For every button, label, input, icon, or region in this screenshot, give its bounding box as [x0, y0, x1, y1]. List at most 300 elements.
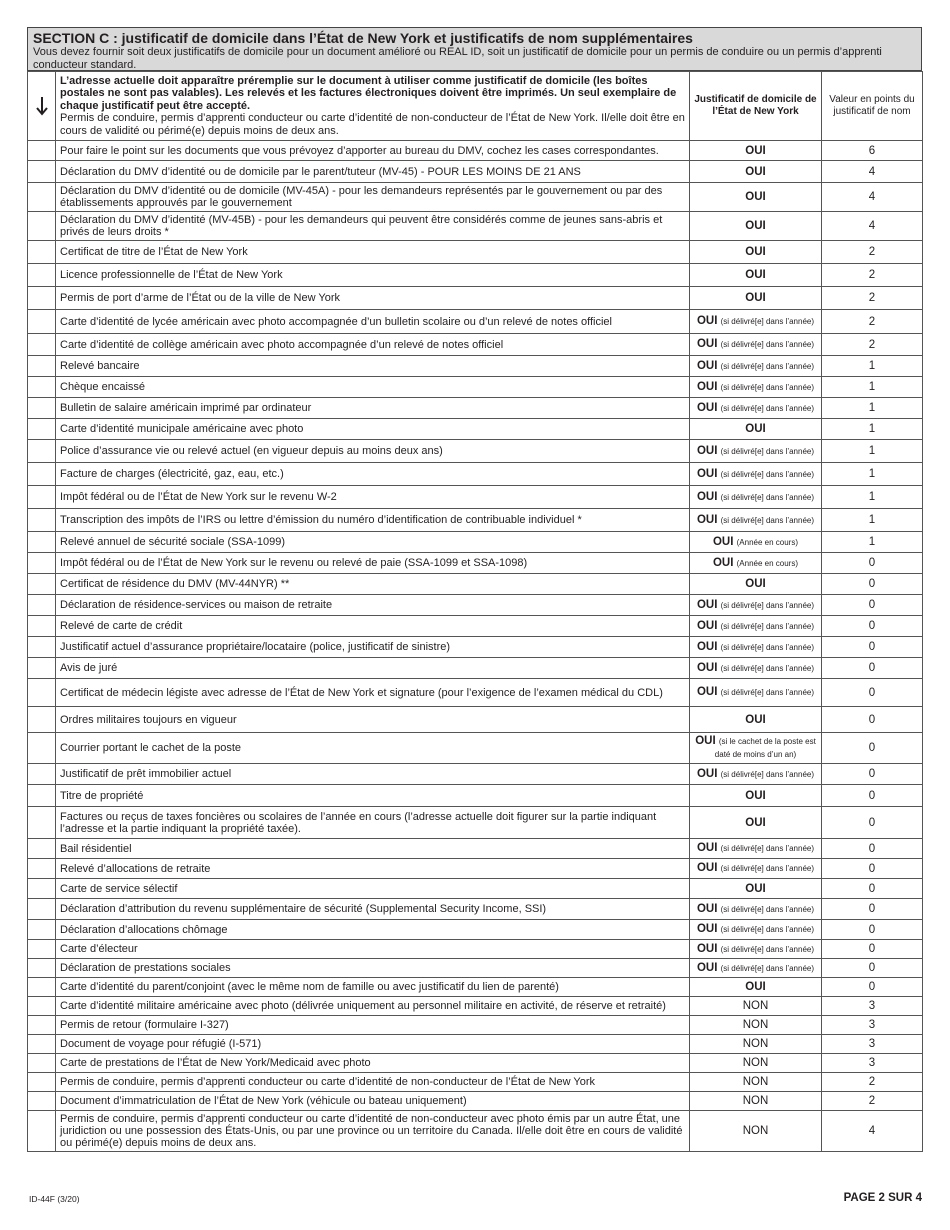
residence-answer: OUI — [745, 578, 766, 590]
checkbox-cell[interactable] — [28, 595, 56, 616]
residence-value — [690, 264, 822, 287]
table-row — [28, 879, 923, 899]
table-row — [28, 509, 923, 532]
checkbox-cell[interactable] — [28, 997, 56, 1016]
points-value: 2 — [822, 1092, 923, 1111]
residence-answer: OUI — [696, 923, 718, 935]
checkbox-cell[interactable] — [28, 807, 56, 839]
table-row — [28, 183, 923, 212]
points-value: 4 — [822, 212, 923, 241]
residence-answer: OUI — [696, 942, 718, 955]
residence-answer: OUI — [745, 789, 766, 802]
residence-note: (si délivré[e] dans l’année) — [720, 469, 815, 479]
residence-value — [690, 839, 822, 859]
residence-value — [690, 183, 822, 212]
checkbox-cell[interactable] — [28, 1016, 56, 1035]
document-name: Document d’immatriculation de l’État de New York (véhicule ou bateau uniquement) — [56, 1092, 690, 1111]
checkbox-cell[interactable] — [28, 356, 56, 377]
document-name: Déclaration du DMV d’identité ou de domicile par le parent/tuteur (MV-45) - POUR LES MOINS DE 21 ANS — [56, 161, 690, 183]
residence-answer: OUI — [696, 513, 718, 526]
instruction-bold: L’adresse actuelle doit apparaître préremplie sur le document à utiliser comme justificatif de domicile (les boîtes postales ne sont pas valables). Les relevés et les factures électroniques doivent être imprimés. Un seul exemplaire de chaque justificatif peut être accepté. — [60, 74, 677, 112]
checkbox-cell[interactable] — [28, 733, 56, 764]
points-value: 1 — [822, 419, 923, 440]
checkbox-cell[interactable] — [28, 616, 56, 637]
table-row — [28, 764, 923, 785]
checkbox-cell[interactable] — [28, 899, 56, 920]
residence-value — [690, 807, 822, 839]
residence-value — [690, 419, 822, 440]
table-row — [28, 658, 923, 679]
residence-note: (si délivré[e] dans l’année) — [720, 382, 815, 392]
points-value: 0 — [822, 879, 923, 899]
checkbox-cell[interactable] — [28, 1035, 56, 1054]
checkbox-cell[interactable] — [28, 920, 56, 940]
points-value: 4 — [822, 183, 923, 212]
residence-answer: OUI — [696, 467, 718, 480]
residence-value — [690, 241, 822, 264]
residence-value — [690, 707, 822, 733]
residence-answer: OUI — [696, 640, 718, 653]
residence-value — [690, 785, 822, 807]
residence-value — [690, 1073, 822, 1092]
section-header — [27, 27, 922, 71]
residence-note: (si délivré[e] dans l’année) — [720, 492, 815, 502]
checkbox-cell[interactable] — [28, 334, 56, 356]
table-row — [28, 997, 923, 1016]
document-name: Certificat de résidence du DMV (MV-44NYR) ** — [56, 574, 690, 595]
residence-answer: OUI — [745, 165, 766, 178]
residence-answer: OUI — [696, 961, 718, 974]
checkbox-cell[interactable] — [28, 310, 56, 334]
table-row — [28, 707, 923, 733]
residence-answer: NON — [742, 1057, 769, 1069]
residence-value — [690, 1054, 822, 1073]
down-arrow-icon — [28, 72, 56, 141]
table-row — [28, 733, 923, 764]
residence-note: (si délivré[e] dans l’année) — [720, 600, 815, 610]
document-name: Déclaration d’attribution du revenu supplémentaire de sécurité (Supplemental Security Income, SSI) — [56, 899, 690, 920]
residence-value — [690, 1092, 822, 1111]
checkbox-cell[interactable] — [28, 1054, 56, 1073]
residence-answer: OUI — [745, 713, 766, 726]
document-name: Permis de retour (formulaire I-327) — [56, 1016, 690, 1035]
table-row — [28, 595, 923, 616]
residence-answer: OUI — [712, 535, 734, 548]
points-value: 6 — [822, 141, 923, 161]
document-name: Chèque encaissé — [56, 377, 690, 398]
document-name: Permis de conduire, permis d’apprenti conducteur ou carte d’identité de non-conducteur de l’État de New York — [56, 1073, 690, 1092]
residence-note: (si délivré[e] dans l’année) — [720, 642, 815, 652]
document-name: Déclaration du DMV d’identité (MV-45B) - pour les demandeurs qui peuvent être considérés comme de jeunes sans-abris et privés de leurs droits * — [56, 212, 690, 241]
document-name: Impôt fédéral ou de l’État de New York sur le revenu ou relevé de paie (SSA-1099 et SSA-1098) — [56, 553, 690, 574]
document-name: Licence professionnelle de l’État de New York — [56, 264, 690, 287]
checkbox-cell[interactable] — [28, 419, 56, 440]
points-value: 4 — [822, 161, 923, 183]
document-name: Titre de propriété — [56, 785, 690, 807]
checkbox-cell[interactable] — [28, 1111, 56, 1152]
table-row — [28, 1016, 923, 1035]
residence-answer: OUI — [695, 735, 716, 747]
residence-answer: OUI — [745, 816, 766, 829]
page-number: PAGE 2 SUR 4 — [843, 1192, 922, 1204]
document-name: Ordres militaires toujours en vigueur — [56, 707, 690, 733]
points-value: 3 — [822, 997, 923, 1016]
residence-note: (si délivré[e] dans l’année) — [720, 515, 815, 525]
residence-note: (si délivré[e] dans l’année) — [720, 446, 815, 456]
residence-note: (si délivré[e] dans l’année) — [720, 340, 815, 349]
residence-answer: NON — [742, 1019, 769, 1031]
document-name: Carte d’identité du parent/conjoint (avec le même nom de famille ou avec justificatif du lien de parenté) — [56, 978, 690, 997]
checkbox-cell[interactable] — [28, 463, 56, 486]
points-value: 0 — [822, 807, 923, 839]
residence-answer: OUI — [745, 292, 766, 304]
points-value: 0 — [822, 707, 923, 733]
checkbox-cell[interactable] — [28, 839, 56, 859]
residence-answer: NON — [742, 1076, 769, 1088]
document-name: Impôt fédéral ou de l’État de New York sur le revenu W-2 — [56, 486, 690, 509]
residence-value — [690, 1111, 822, 1152]
residence-note: (si délivré[e] dans l’année) — [720, 663, 815, 673]
document-name: Police d’assurance vie ou relevé actuel (en vigueur depuis au moins deux ans) — [56, 440, 690, 463]
points-value: 0 — [822, 899, 923, 920]
checkbox-cell[interactable] — [28, 658, 56, 679]
table-row — [28, 978, 923, 997]
document-name: Certificat de titre de l’État de New York — [56, 241, 690, 264]
checkbox-cell[interactable] — [28, 679, 56, 707]
table-row — [28, 377, 923, 398]
points-value: 3 — [822, 1035, 923, 1054]
table-row — [28, 486, 923, 509]
checkbox-cell[interactable] — [28, 1073, 56, 1092]
residence-value — [690, 859, 822, 879]
table-row — [28, 1054, 923, 1073]
checkbox-cell[interactable] — [28, 1092, 56, 1111]
table-row — [28, 785, 923, 807]
table-row — [28, 141, 923, 161]
checkbox-cell[interactable] — [28, 959, 56, 978]
section-title: SECTION C : justificatif de domicile dans l’État de New York et justificatifs de nom supplémentaires — [33, 30, 693, 46]
residence-answer: OUI — [696, 598, 718, 611]
checkbox-cell[interactable] — [28, 574, 56, 595]
residence-value — [690, 377, 822, 398]
points-value: 0 — [822, 764, 923, 785]
residence-answer: OUI — [745, 191, 766, 203]
points-value: 0 — [822, 959, 923, 978]
document-name: Carte d’identité militaire américaine avec photo (délivrée uniquement au personnel militaire en activité, de réserve et retraité) — [56, 997, 690, 1016]
residence-value — [690, 616, 822, 637]
residence-note: (si délivré[e] dans l’année) — [720, 317, 815, 326]
residence-answer: OUI — [745, 981, 766, 993]
points-value: 1 — [822, 463, 923, 486]
checkbox-cell[interactable] — [28, 532, 56, 553]
table-row — [28, 940, 923, 959]
points-value: 0 — [822, 679, 923, 707]
table-row — [28, 264, 923, 287]
checkbox-cell[interactable] — [28, 141, 56, 161]
points-value: 0 — [822, 920, 923, 940]
checkbox-cell[interactable] — [28, 264, 56, 287]
residence-value — [690, 940, 822, 959]
residence-value — [690, 398, 822, 419]
document-name: Relevé annuel de sécurité sociale (SSA-1099) — [56, 532, 690, 553]
residence-answer: OUI — [696, 619, 718, 632]
residence-answer: OUI — [696, 444, 718, 457]
points-value: 0 — [822, 658, 923, 679]
checkbox-cell[interactable] — [28, 509, 56, 532]
points-value: 2 — [822, 241, 923, 264]
checkbox-cell[interactable] — [28, 637, 56, 658]
residence-value — [690, 212, 822, 241]
checkbox-cell[interactable] — [28, 440, 56, 463]
points-value: 1 — [822, 532, 923, 553]
points-value: 4 — [822, 1111, 923, 1152]
document-name: Bail résidentiel — [56, 839, 690, 859]
residence-note: (si délivré[e] dans l’année) — [720, 769, 815, 779]
table-row — [28, 839, 923, 859]
residence-answer: OUI — [696, 686, 718, 698]
residence-note: (Année en cours) — [736, 558, 799, 568]
document-name: Carte d’identité de lycée américain avec photo accompagnée d’un bulletin scolaire ou d’un relevé de notes officiel — [56, 310, 690, 334]
document-name: Transcription des impôts de l’IRS ou lettre d’émission du numéro d’identification de contribuable individuel * — [56, 509, 690, 532]
residence-value — [690, 1035, 822, 1054]
document-name: Facture de charges (électricité, gaz, eau, etc.) — [56, 463, 690, 486]
residence-note: (si délivré[e] dans l’année) — [720, 925, 815, 934]
table-row — [28, 574, 923, 595]
residence-value — [690, 595, 822, 616]
residence-answer: OUI — [696, 359, 718, 372]
table-row — [28, 1111, 923, 1152]
document-name: Déclaration de résidence-services ou maison de retraite — [56, 595, 690, 616]
points-value: 3 — [822, 1054, 923, 1073]
document-name: Bulletin de salaire américain imprimé par ordinateur — [56, 398, 690, 419]
residence-value — [690, 486, 822, 509]
document-name: Déclaration du DMV d’identité ou de domicile (MV-45A) - pour les demandeurs représentés par le gouvernement ou par des établissements approuvés par le gouvernement — [56, 183, 690, 212]
residence-answer: OUI — [712, 556, 734, 569]
residence-answer: OUI — [745, 269, 766, 281]
residence-note: (si délivré[e] dans l’année) — [720, 844, 815, 853]
points-value: 0 — [822, 553, 923, 574]
points-value: 0 — [822, 839, 923, 859]
checkbox-cell[interactable] — [28, 212, 56, 241]
points-value: 1 — [822, 398, 923, 419]
document-name: Relevé de carte de crédit — [56, 616, 690, 637]
points-value: 0 — [822, 940, 923, 959]
checkbox-cell[interactable] — [28, 377, 56, 398]
residence-value — [690, 356, 822, 377]
checkbox-cell[interactable] — [28, 879, 56, 899]
table-row — [28, 553, 923, 574]
points-value: 0 — [822, 785, 923, 807]
residence-answer: OUI — [696, 862, 718, 874]
residence-note: (si délivré[e] dans l’année) — [720, 361, 815, 371]
points-value: 1 — [822, 509, 923, 532]
col-residence-header: Justificatif de domicile de l’État de New York — [690, 72, 822, 141]
residence-value — [690, 920, 822, 940]
checkbox-cell[interactable] — [28, 707, 56, 733]
table-row — [28, 637, 923, 658]
table-row — [28, 1092, 923, 1111]
table-row — [28, 859, 923, 879]
residence-answer: OUI — [745, 246, 766, 258]
table-row — [28, 356, 923, 377]
table-row — [28, 419, 923, 440]
residence-value — [690, 637, 822, 658]
residence-answer: NON — [742, 1095, 769, 1107]
checkbox-cell[interactable] — [28, 161, 56, 183]
document-name: Carte d’identité de collège américain avec photo accompagnée d’un relevé de notes officiel — [56, 334, 690, 356]
residence-value — [690, 1016, 822, 1035]
document-name: Document de voyage pour réfugié (I-571) — [56, 1035, 690, 1054]
points-value: 0 — [822, 733, 923, 764]
document-name: Justificatif actuel d’assurance propriétaire/locataire (police, justificatif de sinistre) — [56, 637, 690, 658]
document-name: Déclaration de prestations sociales — [56, 959, 690, 978]
residence-answer: OUI — [696, 490, 718, 503]
table-header-row — [28, 72, 923, 141]
residence-value — [690, 764, 822, 785]
checkbox-cell[interactable] — [28, 486, 56, 509]
residence-answer: OUI — [696, 380, 718, 393]
residence-value — [690, 959, 822, 978]
residence-note: (si délivré[e] dans l’année) — [720, 864, 815, 873]
residence-answer: OUI — [696, 767, 718, 780]
residence-answer: OUI — [745, 423, 766, 435]
checkbox-cell[interactable] — [28, 940, 56, 959]
points-value: 0 — [822, 859, 923, 879]
points-value: 2 — [822, 1073, 923, 1092]
residence-value — [690, 161, 822, 183]
residence-answer: OUI — [696, 338, 718, 350]
points-value: 1 — [822, 377, 923, 398]
residence-answer: OUI — [696, 315, 718, 327]
document-name: Factures ou reçus de taxes foncières ou scolaires de l’année en cours (l’adresse actuelle doit figurer sur la partie indiquant l’adresse et la partie indiquant la propriété taxée). — [56, 807, 690, 839]
checkbox-cell[interactable] — [28, 287, 56, 310]
document-name: Certificat de médecin légiste avec adresse de l’État de New York et signature (pour l’exigence de l’examen médical du CDL) — [56, 679, 690, 707]
table-row — [28, 807, 923, 839]
document-name: Pour faire le point sur les documents que vous prévoyez d’apporter au bureau du DMV, cochez les cases correspondantes. — [56, 141, 690, 161]
points-value: 1 — [822, 486, 923, 509]
residence-note: (si délivré[e] dans l’année) — [720, 688, 815, 697]
residence-answer: OUI — [745, 220, 766, 232]
points-value: 0 — [822, 616, 923, 637]
table-row — [28, 1073, 923, 1092]
residence-answer: NON — [742, 1000, 769, 1012]
document-name: Permis de conduire, permis d’apprenti conducteur ou carte d’identité de non-conducteur avec photo émis par un autre État, une juridiction ou une possession des États-Unis, ou par une province ou un territoire du Canada. Il/elle doit être en cours de validité ou périmé(e) depuis moins de deux ans. — [56, 1111, 690, 1152]
points-value: 0 — [822, 574, 923, 595]
form-id: ID-44F (3/20) — [29, 1194, 80, 1204]
residence-note: (si délivré[e] dans l’année) — [720, 963, 815, 973]
residence-value — [690, 658, 822, 679]
residence-answer: OUI — [696, 842, 718, 854]
points-value: 1 — [822, 356, 923, 377]
table-row — [28, 920, 923, 940]
table-row — [28, 463, 923, 486]
residence-value — [690, 532, 822, 553]
residence-note: (si délivré[e] dans l’année) — [720, 904, 815, 914]
residence-value — [690, 509, 822, 532]
section-subtitle: Vous devez fournir soit deux justificatifs de domicile pour un document amélioré ou REAL ID, soit un justificatif de domicile pour un permis de conduire ou un permis d’apprenti conducteur standard. — [33, 46, 882, 71]
residence-value — [690, 997, 822, 1016]
residence-answer: OUI — [745, 144, 766, 157]
residence-value — [690, 463, 822, 486]
points-value: 2 — [822, 287, 923, 310]
table-row — [28, 161, 923, 183]
table-row — [28, 398, 923, 419]
table-row — [28, 334, 923, 356]
residence-value — [690, 440, 822, 463]
checkbox-cell[interactable] — [28, 859, 56, 879]
table-row — [28, 1035, 923, 1054]
document-name: Relevé d’allocations de retraite — [56, 859, 690, 879]
points-value: 3 — [822, 1016, 923, 1035]
document-name: Permis de port d’arme de l’État ou de la ville de New York — [56, 287, 690, 310]
points-value: 2 — [822, 310, 923, 334]
residence-answer: NON — [742, 1038, 769, 1050]
table-row — [28, 616, 923, 637]
residence-value — [690, 141, 822, 161]
table-row — [28, 679, 923, 707]
points-value: 0 — [822, 978, 923, 997]
residence-note: (si délivré[e] dans l’année) — [720, 621, 815, 631]
col-points-header: Valeur en points du justificatif de nom — [822, 72, 923, 141]
residence-answer: OUI — [745, 882, 766, 895]
document-name: Déclaration d’allocations chômage — [56, 920, 690, 940]
points-value: 2 — [822, 264, 923, 287]
table-row — [28, 899, 923, 920]
document-name: Carte de service sélectif — [56, 879, 690, 899]
table-row — [28, 241, 923, 264]
residence-answer: OUI — [696, 401, 718, 414]
document-name: Carte d’électeur — [56, 940, 690, 959]
residence-value — [690, 553, 822, 574]
checkbox-cell[interactable] — [28, 183, 56, 212]
checkbox-cell[interactable] — [28, 553, 56, 574]
documents-table — [27, 71, 923, 1152]
document-name: Relevé bancaire — [56, 356, 690, 377]
checkbox-cell[interactable] — [28, 398, 56, 419]
table-row — [28, 212, 923, 241]
residence-note: (si délivré[e] dans l’année) — [720, 403, 815, 413]
checkbox-cell[interactable] — [28, 764, 56, 785]
residence-note: (si le cachet de la poste est daté de moins d’un an) — [714, 737, 816, 759]
residence-note: (Année en cours) — [736, 537, 799, 547]
residence-value — [690, 574, 822, 595]
residence-value — [690, 733, 822, 764]
document-name: Avis de juré — [56, 658, 690, 679]
document-name: Courrier portant le cachet de la poste — [56, 733, 690, 764]
table-row — [28, 440, 923, 463]
residence-answer: OUI — [696, 902, 718, 915]
residence-answer: NON — [742, 1125, 769, 1137]
checkbox-cell[interactable] — [28, 241, 56, 264]
table-row — [28, 287, 923, 310]
instruction-normal: Permis de conduire, permis d’apprenti conducteur ou carte d’identité de non-conducteur de l’État de New York. Il/elle doit être en cours de validité ou périmé(e) depuis moins de deux ans. — [60, 112, 685, 137]
table-row — [28, 959, 923, 978]
residence-value — [690, 334, 822, 356]
instructions-cell — [56, 72, 690, 141]
residence-value — [690, 287, 822, 310]
residence-note: (si délivré[e] dans l’année) — [720, 944, 815, 954]
checkbox-cell[interactable] — [28, 785, 56, 807]
points-value: 0 — [822, 637, 923, 658]
residence-answer: OUI — [696, 661, 718, 674]
document-name: Carte de prestations de l’État de New York/Medicaid avec photo — [56, 1054, 690, 1073]
form-page — [27, 27, 922, 1152]
residence-value — [690, 879, 822, 899]
document-name: Carte d’identité municipale américaine avec photo — [56, 419, 690, 440]
table-row — [28, 310, 923, 334]
residence-value — [690, 679, 822, 707]
checkbox-cell[interactable] — [28, 978, 56, 997]
